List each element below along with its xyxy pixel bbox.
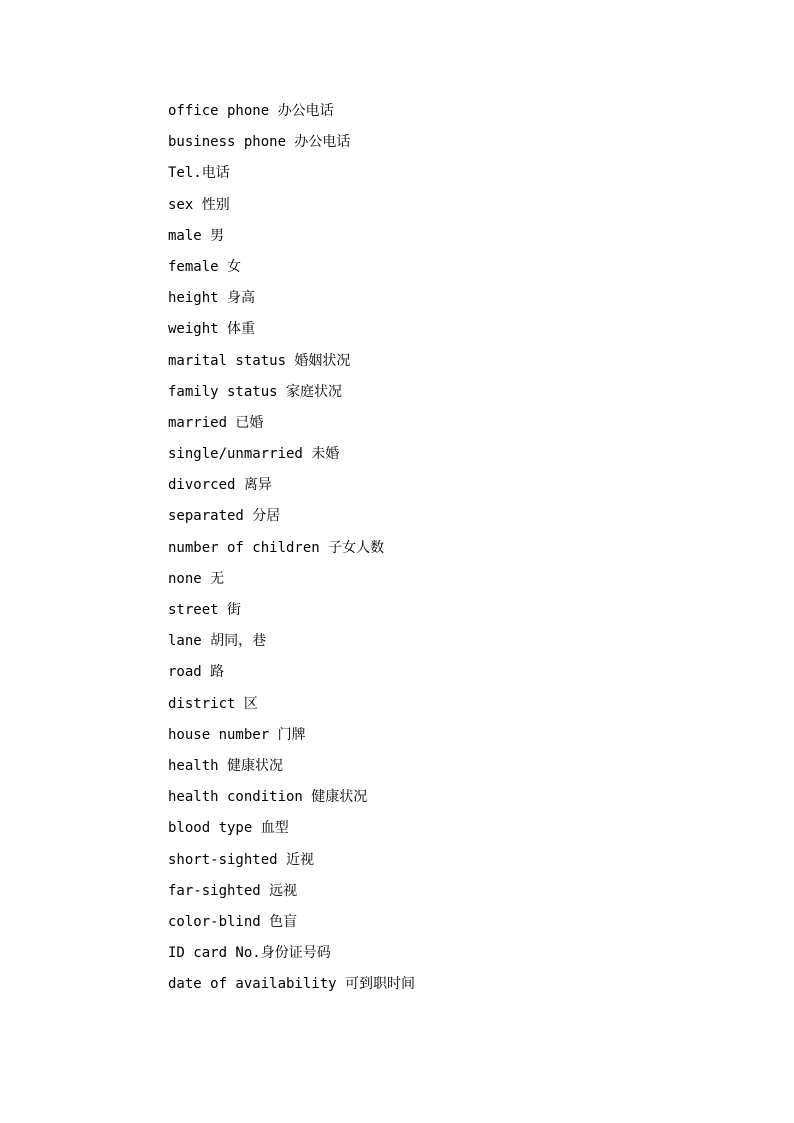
list-item: divorced 离异 [168,477,272,494]
list-item: marital status 婚姻状况 [168,352,351,369]
list-item: office phone 办公电话 [168,103,334,119]
list-item: health 健康状况 [168,757,284,774]
list-item: street 街 [168,602,242,618]
list-item: weight 体重 [168,321,256,338]
list-item: none 无 [168,570,225,587]
list-item: Tel.电话 [168,165,230,182]
vocabulary-list [168,99,415,1003]
list-item: blood type 血型 [168,820,289,837]
list-item: house number 门牌 [168,726,306,743]
list-item: number of children 子女人数 [168,539,385,556]
list-item: lane 胡同，巷 [168,633,267,650]
list-item: health condition 健康状况 [168,789,368,806]
list-item: female 女 [168,258,242,275]
list-item: family status 家庭状况 [168,383,343,400]
list-item: married 已婚 [168,414,264,431]
list-item: far-sighted 远视 [168,882,298,899]
list-item: male 男 [168,227,225,244]
list-item: date of availability 可到职时间 [168,976,416,993]
list-item: business phone 办公电话 [168,134,351,151]
list-item: district 区 [168,695,258,712]
list-item: color-blind 色盲 [168,913,298,930]
list-item: single/unmarried 未婚 [168,446,340,463]
list-item: short-sighted 近视 [168,851,315,868]
list-item: sex 性别 [168,196,230,213]
list-item: road 路 [168,664,225,681]
list-item: separated 分居 [168,508,281,525]
list-item: height 身高 [168,290,256,307]
list-item: ID card No.身份证号码 [168,945,331,962]
